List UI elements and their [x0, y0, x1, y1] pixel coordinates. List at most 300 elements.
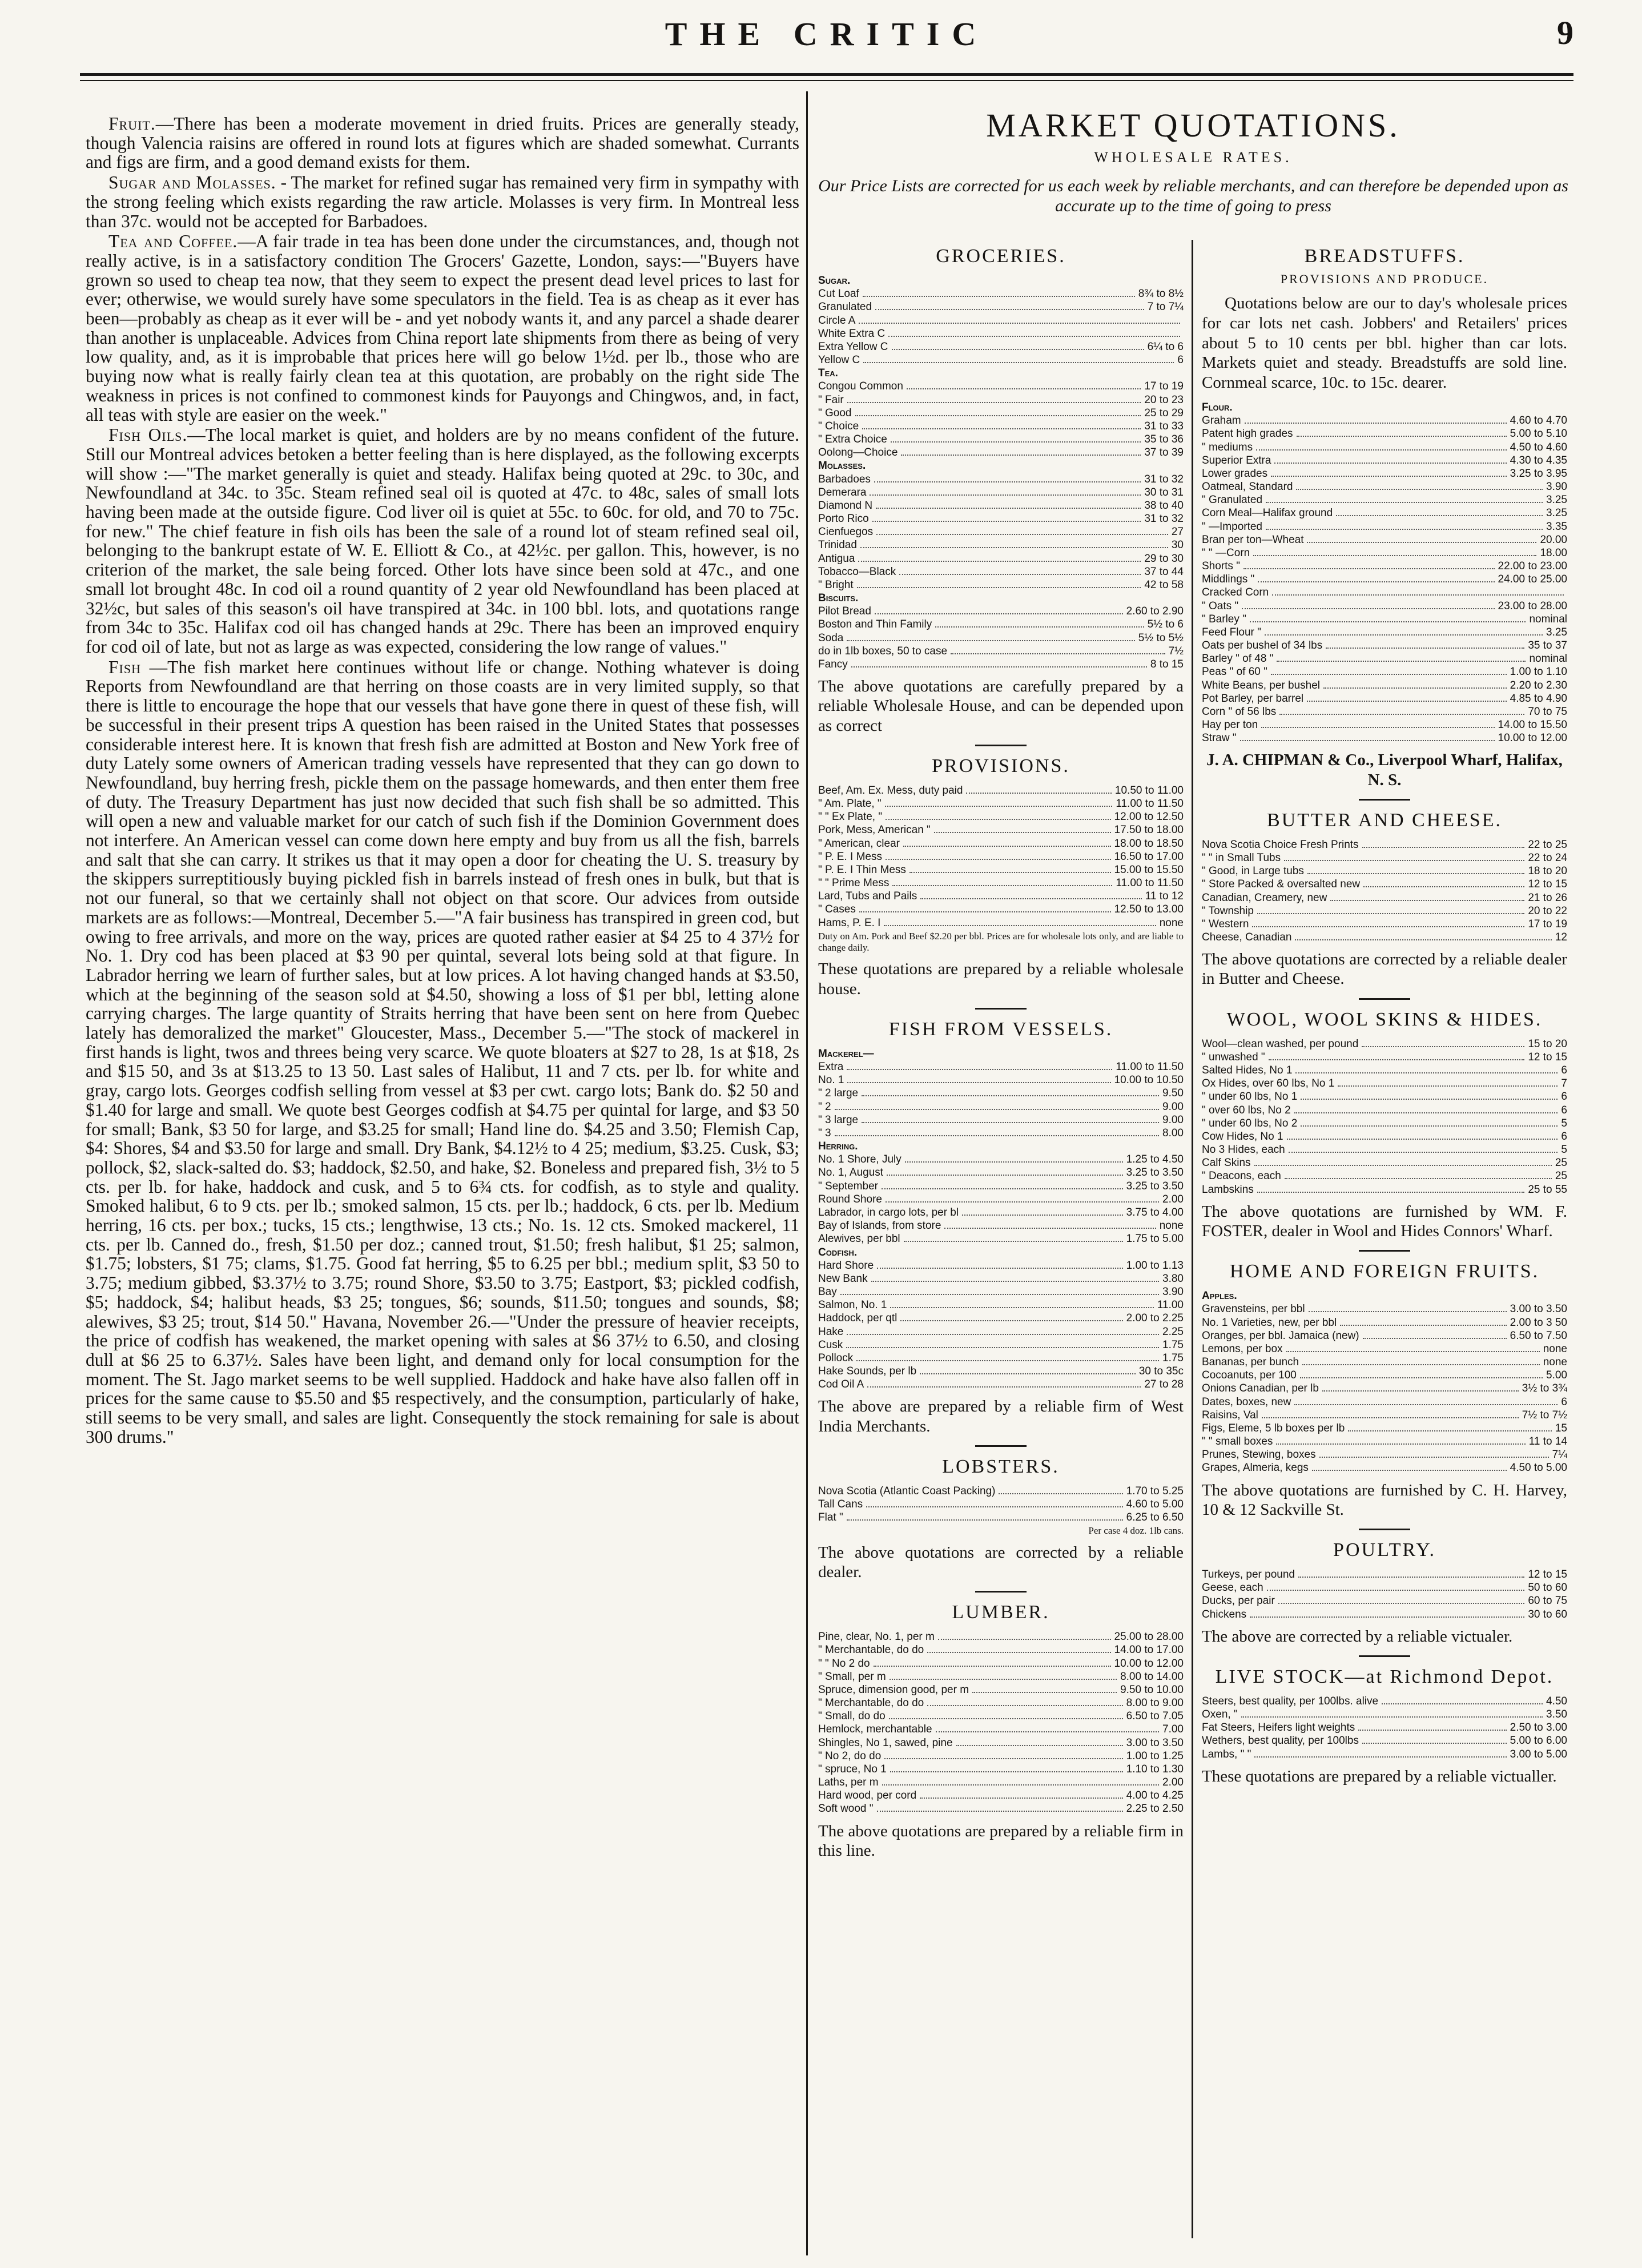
price-rows [1202, 1695, 1567, 1761]
section-title: GROCERIES. [936, 246, 1066, 267]
price-category [818, 459, 1184, 472]
leader-dots [862, 1089, 1159, 1096]
item-price: 4.60 to 4.70 [1510, 415, 1567, 427]
item-price: 4.30 to 4.35 [1510, 454, 1567, 467]
item-label: Wool—clean washed, per pound [1202, 1038, 1359, 1050]
leader-dots [1277, 654, 1526, 662]
price-row [818, 300, 1184, 313]
item-price: 9.00 [1162, 1100, 1184, 1113]
item-price: 5.00 to 6.00 [1510, 1735, 1567, 1747]
section-lumber [818, 1602, 1184, 1860]
price-row [818, 486, 1184, 499]
item-price: 4.00 to 4.25 [1126, 1790, 1184, 1802]
price-row [818, 1630, 1184, 1643]
item-price: 25 to 29 [1144, 407, 1184, 419]
item-price: 35 to 36 [1144, 433, 1184, 446]
price-row [1202, 1396, 1567, 1409]
price-row [818, 1696, 1184, 1710]
section-divider [1359, 1529, 1410, 1530]
item-price: 10.50 to 11.00 [1114, 784, 1184, 797]
item-label: Nova Scotia (Atlantic Coast Packing) [818, 1485, 996, 1497]
item-price: 17.50 to 18.00 [1114, 824, 1184, 837]
item-label: Cow Hides, No 1 [1202, 1130, 1283, 1143]
leader-dots [1340, 1318, 1506, 1325]
item-label: " Good, in Large tubs [1202, 865, 1304, 878]
leader-dots [862, 1115, 1159, 1123]
item-label: Boston and Thin Family [818, 618, 932, 631]
section-note: These quotations are prepared by a reliable wholesale house. [818, 960, 1184, 998]
price-row [1202, 1734, 1567, 1747]
price-row [1202, 454, 1567, 467]
leader-dots [1279, 707, 1524, 715]
item-label: Oatmeal, Standard [1202, 481, 1293, 493]
item-label: " P. E. I Thin Mess [818, 863, 906, 876]
leader-dots [856, 1353, 1159, 1361]
item-label: Soda [818, 632, 844, 644]
item-label: " 2 large [818, 1087, 859, 1100]
item-label: Lambs, " " [1202, 1748, 1251, 1760]
section-title: LOBSTERS. [942, 1455, 1060, 1477]
item-label: Salmon, No. 1 [818, 1299, 887, 1312]
price-rows [818, 1047, 1184, 1391]
leader-dots [1261, 721, 1494, 728]
item-label: Demerara [818, 486, 867, 498]
leader-dots [863, 289, 1135, 297]
item-price: 27 to 28 [1144, 1378, 1184, 1391]
section-home-and-foreign-fruits [1202, 1261, 1567, 1519]
leader-dots [884, 918, 1156, 926]
price-row [818, 1272, 1184, 1285]
price-rows [818, 1630, 1184, 1815]
item-price: 3.75 to 4.00 [1126, 1206, 1184, 1219]
section-divider [975, 1445, 1027, 1447]
leader-dots [962, 1208, 1123, 1216]
price-row [1202, 931, 1567, 944]
item-label: Figs, Eleme, 5 lb boxes per lb [1202, 1422, 1345, 1434]
section-note: The above quotations are corrected by a reliable dealer in Butter and Cheese. [1202, 950, 1567, 988]
leader-dots [1297, 429, 1507, 437]
item-price: 3.35 [1546, 520, 1567, 533]
paragraph-lead: Sugar and Molasses. [108, 172, 276, 193]
price-row [818, 1378, 1184, 1391]
price-row [1202, 864, 1567, 878]
item-label: " Cases [818, 903, 856, 916]
leader-dots [1286, 1345, 1540, 1352]
price-row [818, 1325, 1184, 1338]
price-row [1202, 1117, 1567, 1130]
item-price: 1.70 to 5.25 [1126, 1485, 1184, 1497]
paragraph-tea [86, 232, 799, 424]
price-row [1202, 1594, 1567, 1607]
paragraph-sugar [86, 173, 799, 231]
paragraph-text: - The market for refined sugar has remained very firm in sympathy with the strong feeling which exists regarding the raw article. Molasses is very firm. In Montreal less than 37c. would not be accepted for Barbadoes. [86, 172, 799, 231]
item-label: Laths, per m [818, 1776, 879, 1789]
item-price: 6.50 to 7.50 [1510, 1329, 1567, 1342]
price-category [818, 592, 1184, 605]
item-label: Hake Sounds, per lb [818, 1365, 917, 1378]
item-price: 20.00 [1540, 533, 1567, 546]
item-label: Nova Scotia Choice Fresh Prints [1202, 838, 1359, 851]
price-row [818, 578, 1184, 592]
item-price: 2.00 to 2.25 [1126, 1312, 1184, 1325]
price-row [1202, 718, 1567, 731]
item-price: 15 [1555, 1422, 1567, 1434]
item-price: 2.20 to 2.30 [1510, 679, 1567, 691]
item-label: Soft wood " [818, 1803, 874, 1815]
item-label: White Extra C [818, 327, 886, 340]
price-row [818, 850, 1184, 863]
leader-dots [1362, 1039, 1524, 1047]
leader-dots [1287, 1132, 1558, 1140]
item-price: 8¾ to 8½ [1138, 288, 1184, 300]
item-price: 12 [1555, 931, 1567, 944]
item-label: " American, clear [818, 837, 900, 850]
item-price: 4.50 to 4.60 [1510, 441, 1567, 453]
item-label: " Western [1202, 918, 1249, 930]
section-title: LUMBER. [952, 1602, 1050, 1623]
item-label: Labrador, in cargo lots, per bl [818, 1206, 959, 1219]
item-price: 12 to 15 [1528, 1051, 1567, 1063]
item-label: Cod Oil A [818, 1378, 864, 1391]
leader-dots [1323, 681, 1507, 688]
item-price: 10.00 to 12.00 [1114, 1657, 1184, 1670]
price-row [818, 393, 1184, 407]
leader-dots [877, 1804, 1123, 1812]
price-row [818, 1193, 1184, 1206]
leader-dots [972, 1685, 1117, 1692]
item-price: 14.00 to 17.00 [1114, 1644, 1184, 1656]
market-title: MARKET QUOTATIONS. [986, 107, 1400, 144]
price-row [1202, 1581, 1567, 1594]
leader-dots [1265, 628, 1543, 636]
leader-dots [903, 839, 1111, 846]
price-row [818, 1127, 1184, 1140]
item-label: Herring. [818, 1140, 858, 1153]
price-row [1202, 891, 1567, 904]
leader-dots [927, 1646, 1110, 1653]
item-label: " mediums [1202, 441, 1253, 453]
section-note: The above quotations are furnished by C. H. Harvey, 10 & 12 Sackville St. [1202, 1481, 1567, 1519]
leader-dots [1362, 841, 1525, 848]
leader-dots [1298, 1570, 1524, 1578]
item-price: 12.50 to 13.00 [1114, 903, 1184, 916]
item-price: 9.50 to 10.00 [1120, 1683, 1184, 1696]
leader-dots [875, 303, 1144, 310]
item-label: Bananas, per bunch [1202, 1356, 1299, 1369]
item-label: No. 1 Shore, July [818, 1153, 902, 1166]
price-row [1202, 506, 1567, 520]
price-row [818, 1723, 1184, 1736]
item-price: 7 [1561, 1077, 1567, 1090]
item-price: 2.00 to 3 50 [1510, 1316, 1567, 1329]
item-label: Wethers, best quality, per 100lbs [1202, 1735, 1359, 1747]
paragraph-fish-oils [86, 425, 799, 656]
item-label: Graham [1202, 415, 1241, 427]
leader-dots [847, 1076, 1110, 1083]
leader-dots [1294, 1397, 1558, 1405]
leader-dots [847, 1513, 1123, 1521]
price-row [818, 810, 1184, 823]
price-row [1202, 1382, 1567, 1395]
item-label: do in 1lb boxes, 50 to case [818, 645, 948, 657]
price-row [1202, 705, 1567, 718]
section-signature: J. A. CHIPMAN & Co., Liverpool Wharf, Halifax, N. S. [1206, 751, 1563, 789]
item-label: Canadian, Creamery, new [1202, 891, 1327, 904]
price-rows [1202, 838, 1567, 944]
leader-dots [835, 1129, 1159, 1136]
price-row [818, 340, 1184, 353]
masthead-rule-top [80, 73, 1573, 76]
leader-dots [878, 1051, 1180, 1057]
leader-dots [858, 554, 1141, 561]
price-row [818, 837, 1184, 850]
leader-dots [847, 1063, 1112, 1070]
item-label: " " No 2 do [818, 1657, 870, 1670]
item-price: 9.00 [1162, 1113, 1184, 1126]
item-label: Mackerel— [818, 1047, 874, 1060]
price-row [1202, 1038, 1567, 1051]
price-row [1202, 467, 1567, 480]
price-row [818, 1710, 1184, 1723]
section-fish-from-vessels [818, 1019, 1184, 1436]
item-label: " " in Small Tubs [1202, 852, 1281, 864]
price-row [1202, 533, 1567, 546]
item-label: " Township [1202, 904, 1254, 917]
item-price: 8.00 to 14.00 [1120, 1670, 1184, 1683]
item-label: Congou Common [818, 380, 903, 393]
item-label: Oats per bushel of 34 lbs [1202, 640, 1323, 652]
item-label: Steers, best quality, per 100lbs. alive [1202, 1695, 1379, 1707]
paragraph-fruit [86, 114, 799, 172]
leader-dots [882, 1778, 1159, 1786]
leader-dots [938, 1632, 1111, 1640]
price-row [1202, 1721, 1567, 1734]
section-divider [1359, 1655, 1410, 1657]
item-label: Raisins, Val [1202, 1409, 1258, 1421]
price-rows [1202, 1038, 1567, 1196]
leader-dots [1330, 893, 1524, 900]
leader-dots [1295, 933, 1551, 940]
item-price: 3.25 [1546, 494, 1567, 506]
section-title: LIVE STOCK—at Richmond Depot. [1215, 1666, 1554, 1687]
item-label: Circle A [818, 314, 856, 327]
price-row [818, 1365, 1184, 1378]
section-title: BREADSTUFFS. [1304, 246, 1465, 267]
price-row [818, 1736, 1184, 1750]
item-price: 4.85 to 4.90 [1510, 692, 1567, 705]
leader-dots [847, 1327, 1159, 1334]
leader-dots [1363, 1331, 1507, 1338]
section-divider [1359, 998, 1410, 1000]
leader-dots [866, 1500, 1122, 1507]
leader-dots [1257, 906, 1524, 914]
price-row [818, 1259, 1184, 1272]
leader-dots [882, 1181, 1123, 1189]
leader-dots [1382, 1697, 1543, 1704]
price-category [818, 1047, 1184, 1060]
price-rows [1202, 1289, 1567, 1474]
price-row [818, 632, 1184, 645]
leader-dots [1322, 1384, 1519, 1392]
item-label: " under 60 lbs, No 2 [1202, 1117, 1298, 1129]
item-price: 3.80 [1162, 1272, 1184, 1285]
item-label: Antigua [818, 552, 855, 565]
leader-dots [1256, 443, 1507, 450]
price-row [818, 327, 1184, 340]
leader-dots [1245, 416, 1507, 424]
item-label: Cusk [818, 1338, 843, 1351]
price-row [818, 1100, 1184, 1113]
leader-dots [1243, 562, 1495, 569]
leader-dots [904, 1234, 1123, 1242]
price-row [818, 1657, 1184, 1670]
item-label: Ducks, per pair [1202, 1595, 1275, 1607]
leader-dots [862, 595, 1180, 601]
price-row [1202, 1143, 1567, 1156]
leader-dots [1250, 1610, 1524, 1617]
price-row [818, 407, 1184, 420]
price-category [1202, 401, 1567, 414]
price-row [1202, 652, 1567, 665]
item-label: Spruce, dimension good, per m [818, 1683, 969, 1696]
paragraph-lead: Fruit. [108, 114, 156, 134]
leader-dots [860, 541, 1168, 548]
leader-dots [1307, 694, 1507, 701]
leader-dots [869, 463, 1180, 469]
item-label: Sugar. [818, 275, 851, 287]
price-row [1202, 520, 1567, 533]
leader-dots [876, 501, 1141, 509]
item-label: Fancy [818, 658, 848, 670]
price-row [1202, 480, 1567, 493]
leader-dots [1312, 1463, 1507, 1471]
column-divider [806, 91, 808, 2255]
section-subtitle: PROVISIONS AND PRODUCE. [1280, 272, 1489, 286]
item-price: 24.00 to 25.00 [1498, 573, 1567, 586]
price-row [818, 1643, 1184, 1656]
price-rows [1202, 1568, 1567, 1621]
item-label: Granulated [818, 301, 872, 313]
leader-dots [1267, 1583, 1525, 1591]
item-label: " 3 large [818, 1113, 859, 1126]
section-title: WOOL, WOOL SKINS & HIDES. [1226, 1008, 1543, 1030]
leader-dots [907, 382, 1141, 389]
item-price: 50 to 60 [1528, 1582, 1567, 1594]
item-price: 11 to 14 [1528, 1435, 1567, 1448]
item-label: Straw " [1202, 732, 1237, 745]
section-butter-and-cheese [1202, 810, 1567, 989]
item-price: 8.00 to 9.00 [1126, 1697, 1184, 1710]
section-title: FISH FROM VESSELS. [888, 1018, 1113, 1040]
item-label: Cheese, Canadian [1202, 931, 1292, 944]
item-label: Cracked Corn [1202, 586, 1269, 599]
leader-dots [857, 581, 1141, 588]
item-price: 38 to 40 [1144, 499, 1184, 512]
item-price: 11.00 [1157, 1299, 1184, 1312]
leader-dots [899, 567, 1141, 574]
item-label: Dates, boxes, new [1202, 1396, 1291, 1408]
item-price: 1.75 [1162, 1338, 1184, 1351]
item-price: 3.25 to 3.50 [1126, 1180, 1184, 1192]
price-row [1202, 1369, 1567, 1382]
leader-dots [874, 1659, 1111, 1666]
item-price: 6 [1561, 1396, 1567, 1408]
item-label: Grapes, Almeria, kegs [1202, 1462, 1309, 1474]
item-price: 11.00 to 11.50 [1116, 797, 1184, 810]
leader-dots [851, 660, 1147, 667]
item-label: Oxen, " [1202, 1708, 1238, 1721]
item-label: " Small, per m [818, 1670, 886, 1683]
price-row [1202, 560, 1567, 573]
item-price: 5½ to 6 [1147, 618, 1184, 631]
price-row [1202, 493, 1567, 506]
leader-dots [1278, 1597, 1525, 1604]
price-row [818, 1153, 1184, 1166]
item-price: 9.50 [1162, 1087, 1184, 1100]
section-groceries [818, 246, 1184, 735]
price-row [1202, 546, 1567, 560]
item-label: Tobacco—Black [818, 565, 896, 578]
section-divider [975, 745, 1027, 746]
item-label: No 3 Hides, each [1202, 1144, 1285, 1156]
item-price: 17 to 19 [1144, 380, 1184, 393]
leader-dots [1250, 614, 1526, 622]
item-label: " Good [818, 407, 852, 419]
item-price: 4.60 to 5.00 [1126, 1498, 1184, 1510]
item-price: 29 to 30 [1144, 552, 1184, 565]
item-label: Tall Cans [818, 1498, 863, 1510]
item-label: No. 1 [818, 1074, 844, 1087]
leader-dots [847, 395, 1141, 403]
price-row [1202, 904, 1567, 918]
price-row [818, 1232, 1184, 1245]
leader-dots [1271, 469, 1507, 476]
price-row [1202, 1169, 1567, 1183]
item-label: Haddock, per qtl [818, 1312, 898, 1325]
price-category [818, 274, 1184, 287]
leader-dots [944, 1221, 1156, 1229]
item-price: 42 to 58 [1144, 578, 1184, 591]
leader-dots [892, 342, 1144, 349]
item-label: Pot Barley, per barrel [1202, 692, 1304, 705]
leader-dots [1284, 854, 1524, 861]
item-label: Hams, P. E. I [818, 916, 881, 929]
item-price: 31 to 32 [1144, 513, 1184, 525]
leader-dots [862, 422, 1141, 429]
item-label: Extra [818, 1061, 844, 1073]
item-label: Salted Hides, No 1 [1202, 1064, 1293, 1077]
leader-dots [1253, 548, 1536, 556]
leader-dots [909, 865, 1111, 872]
item-price: 5.00 to 5.10 [1510, 428, 1567, 440]
section-note: The above quotations are prepared by a reliable firm in this line. [818, 1821, 1184, 1860]
leader-dots [1276, 1437, 1525, 1445]
leader-dots [1254, 1159, 1552, 1166]
price-row [818, 1670, 1184, 1683]
item-label: Flat " [818, 1511, 843, 1524]
item-label: " Am. Plate, " [818, 797, 882, 810]
item-label: Molasses. [818, 460, 866, 472]
section-title: POULTRY. [1333, 1539, 1436, 1561]
item-label: " Oats " [1202, 600, 1239, 612]
item-price: 20 to 23 [1144, 393, 1184, 406]
price-row [818, 797, 1184, 810]
price-rows [818, 274, 1184, 671]
item-price: 21 to 26 [1528, 891, 1567, 904]
item-label: Apples. [1202, 1290, 1237, 1302]
leader-dots [854, 278, 1180, 284]
item-price: 70 to 75 [1528, 705, 1567, 718]
